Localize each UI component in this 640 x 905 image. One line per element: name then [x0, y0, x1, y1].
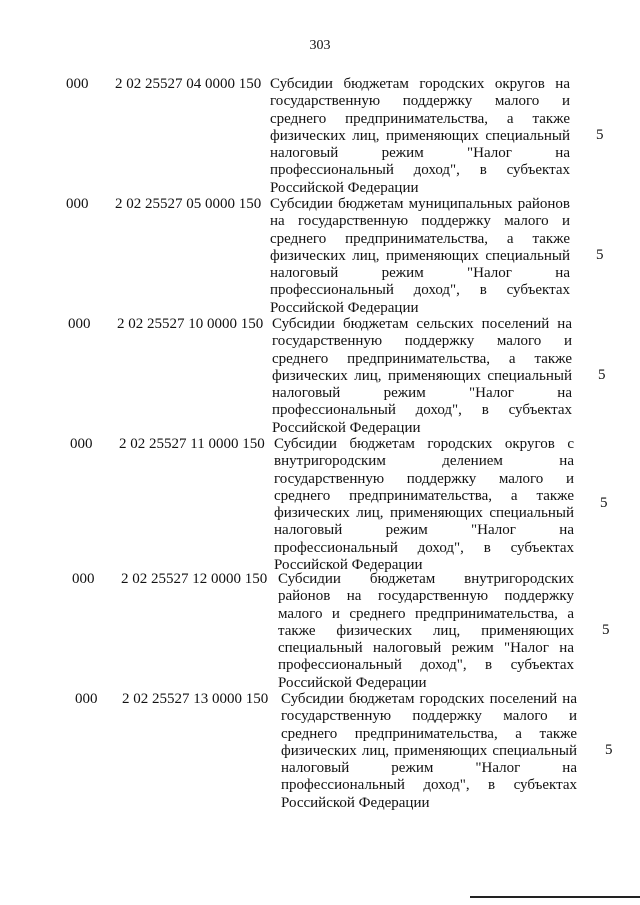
- description-line: профессиональный доход", в субъектах: [272, 402, 572, 419]
- admin-code: 000: [68, 316, 91, 332]
- description-line: Субсидии бюджетам городских округов на: [270, 76, 570, 92]
- norm-value: 5: [605, 741, 613, 758]
- norm-value: 5: [600, 495, 608, 512]
- description-line: среднего предпринимательства, а также: [274, 487, 574, 504]
- norm-value: 5: [596, 126, 604, 143]
- admin-code: 000: [72, 571, 95, 587]
- description-line: профессиональный доход", в субъектах: [281, 777, 577, 794]
- description-line: Субсидии бюджетам внутригородских: [278, 571, 574, 587]
- description-line: государственную поддержку малого и: [281, 708, 577, 725]
- description-line: также физических лиц, применяющих: [278, 622, 574, 639]
- description-line: Российской Федерации: [278, 674, 427, 691]
- income-description: [270, 76, 570, 197]
- description-line: Субсидии бюджетам сельских поселений на: [272, 316, 572, 332]
- income-description: [278, 571, 574, 692]
- admin-code: 000: [66, 196, 89, 212]
- budget-classification-code: 2 02 25527 04 0000 150: [115, 76, 262, 92]
- budget-classification-code: 2 02 25527 11 0000 150: [119, 436, 265, 452]
- income-description: [272, 316, 572, 437]
- description-line: среднего предпринимательства, а также: [270, 230, 570, 247]
- description-line: специальный налоговый режим "Налог на: [278, 640, 574, 657]
- income-description: [274, 436, 574, 574]
- description-line: налоговый режим "Налог на: [270, 145, 570, 162]
- budget-classification-code: 2 02 25527 12 0000 150: [121, 571, 268, 587]
- description-line: малого и среднего предпринимательства, а: [278, 605, 574, 622]
- description-line: среднего предпринимательства, а также: [281, 725, 577, 742]
- scan-border: [470, 896, 640, 898]
- description-line: внутригородским делением на: [274, 453, 574, 470]
- description-line: Российской Федерации: [272, 419, 421, 436]
- description-line: физических лиц, применяющих специальный: [281, 742, 577, 759]
- description-line: на государственную поддержку малого и: [270, 213, 570, 230]
- description-line: Российской Федерации: [270, 299, 419, 316]
- budget-classification-code: 2 02 25527 13 0000 150: [122, 691, 269, 707]
- description-line: физических лиц, применяющих специальный: [272, 367, 572, 384]
- description-line: налоговый режим "Налог на: [281, 760, 577, 777]
- description-line: районов на государственную поддержку: [278, 588, 574, 605]
- description-line: Российской Федерации: [274, 557, 423, 574]
- description-line: налоговый режим "Налог на: [270, 265, 570, 282]
- income-description: [270, 196, 570, 317]
- description-line: налоговый режим "Налог на: [272, 385, 572, 402]
- norm-value: 5: [598, 366, 606, 383]
- description-line: профессиональный доход", в субъектах: [270, 162, 570, 179]
- description-line: Субсидии бюджетам городских поселений на: [281, 691, 577, 707]
- description-line: налоговый режим "Налог на: [274, 522, 574, 539]
- description-line: среднего предпринимательства, а также: [272, 350, 572, 367]
- page-number: 303: [309, 38, 331, 53]
- description-line: государственную поддержку малого и: [274, 470, 574, 487]
- description-line: Российской Федерации: [270, 179, 419, 196]
- income-description: [281, 691, 577, 812]
- admin-code: 000: [75, 691, 98, 707]
- description-line: государственную поддержку малого и: [270, 93, 570, 110]
- budget-classification-code: 2 02 25527 10 0000 150: [117, 316, 264, 332]
- description-line: Российской Федерации: [281, 794, 430, 811]
- description-line: профессиональный доход", в субъектах: [270, 282, 570, 299]
- description-line: государственную поддержку малого и: [272, 333, 572, 350]
- admin-code: 000: [70, 436, 93, 452]
- description-line: физических лиц, применяющих специальный: [270, 247, 570, 264]
- description-line: среднего предпринимательства, а также: [270, 110, 570, 127]
- description-line: профессиональный доход", в субъектах: [274, 539, 574, 556]
- budget-classification-code: 2 02 25527 05 0000 150: [115, 196, 262, 212]
- description-line: Субсидии бюджетам муниципальных районов: [270, 196, 570, 212]
- description-line: Субсидии бюджетам городских округов с: [274, 436, 574, 452]
- description-line: физических лиц, применяющих специальный: [274, 505, 574, 522]
- admin-code: 000: [66, 76, 89, 92]
- norm-value: 5: [602, 621, 610, 638]
- description-line: физических лиц, применяющих специальный: [270, 127, 570, 144]
- norm-value: 5: [596, 246, 604, 263]
- description-line: профессиональный доход", в субъектах: [278, 657, 574, 674]
